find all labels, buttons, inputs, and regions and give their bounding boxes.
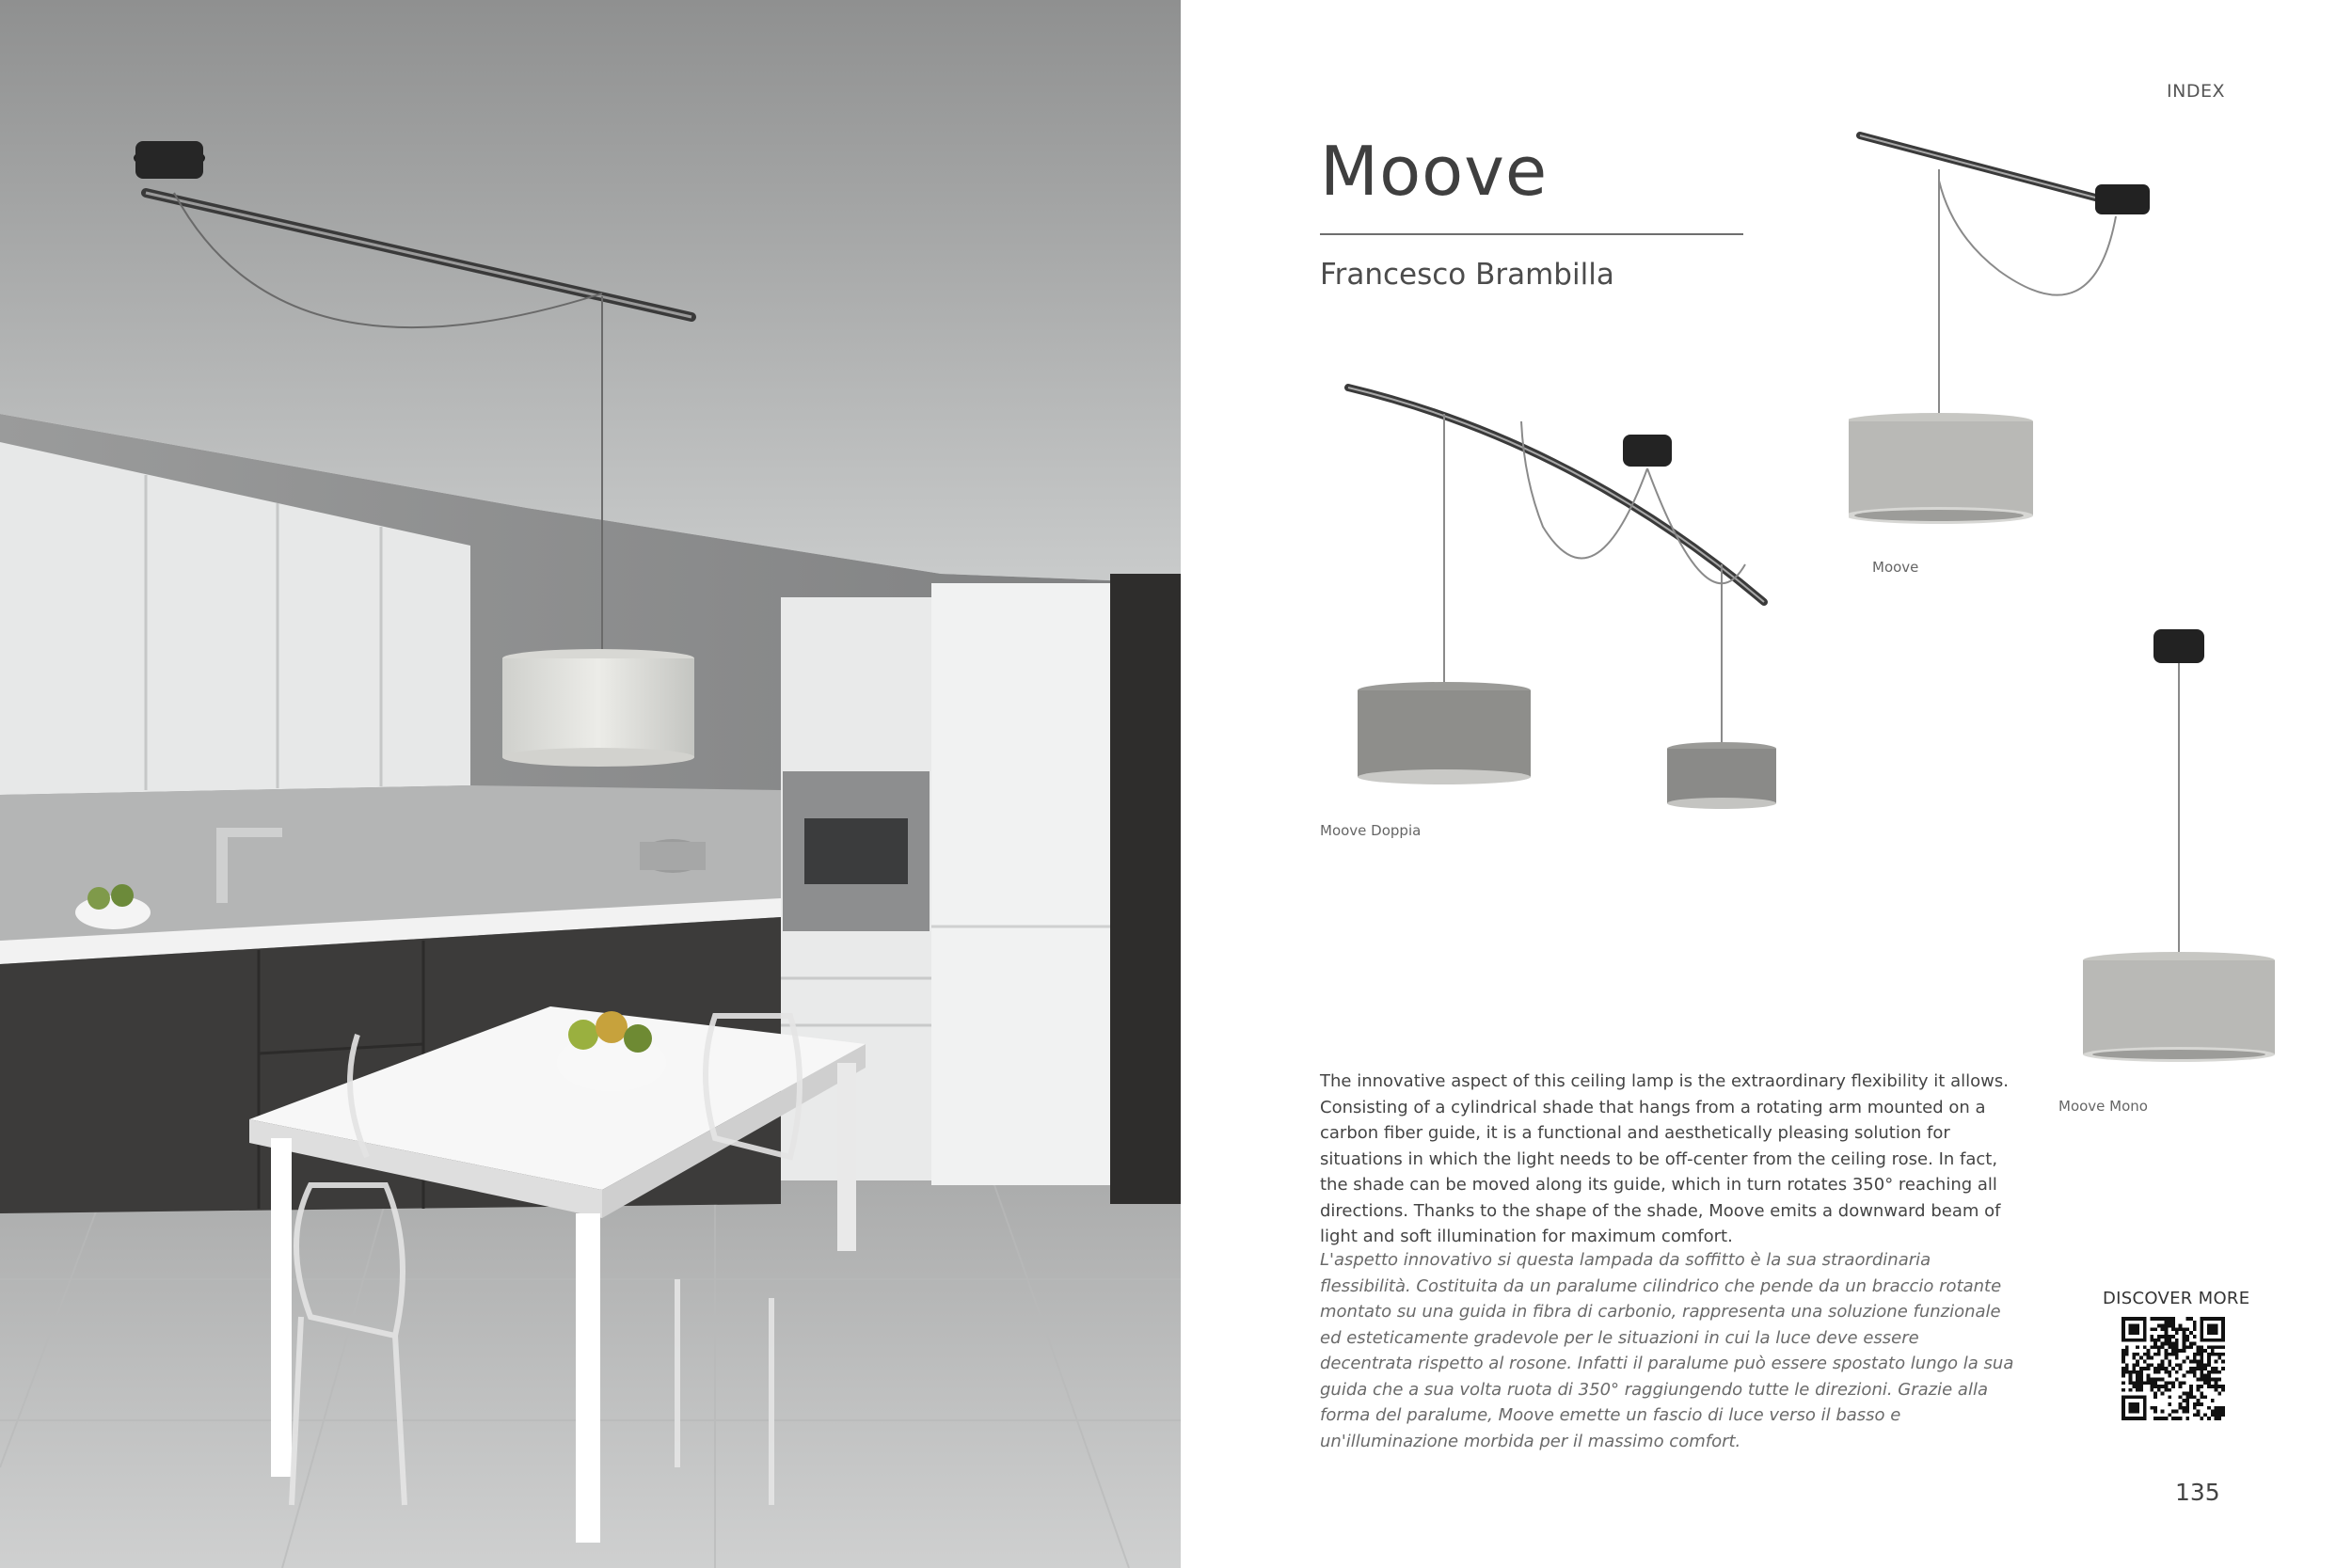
- description-italian: L'aspetto innovativo si questa lampada da soffitto è la sua straordinaria flessibilità. Costituita da un paralume cilindrico che pende da un braccio rotante montato su una guida in fibra di carbonio, rappresenta una soluzione funzionale ed esteticamente gradevole per le situazioni in cui la luce deve essere decentrata rispetto al rosone. Infatti il paralume può essere spostato lungo la sua guida che a sua volta ruota di 350° raggiungendo tutte le direzioni. Grazie alla forma del paralume, Moove emette un fascio di luce verso il basso e un'illuminazione morbida per il massimo comfort.: [1320, 1250, 2014, 1451]
- index-link[interactable]: INDEX: [2167, 81, 2225, 102]
- designer-name: Francesco Brambilla: [1320, 258, 1614, 292]
- moove-mono-lamp-image: [2027, 626, 2328, 1077]
- catalog-page: [1181, 0, 2352, 1568]
- product-title: Moove: [1320, 132, 1549, 211]
- description-english: The innovative aspect of this ceiling lamp is the extraordinary flexibility it allows. Consisting of a cylindrical shade that hangs from a rotating arm mounted on a carbon fiber guide, it is a functional and aesthetically pleasing solution for situations in which the light needs to be off-center from the ceiling rose. In fact, the shade can be moved along its guide, which in turn rotates 350° reaching all directions. Thanks to the shape of the shade, Moove emits a downward beam of light and soft illumination for maximum comfort.: [1320, 1071, 2009, 1246]
- moove-doppia-lamp-image: [1341, 376, 1783, 818]
- caption-moove-doppia: Moove Doppia: [1320, 822, 1422, 839]
- moove-lamp-image: [1849, 122, 2169, 546]
- title-divider: [1320, 233, 1743, 235]
- page-number: 135: [2175, 1479, 2220, 1506]
- caption-moove: Moove: [1872, 559, 1919, 576]
- qr-code-icon[interactable]: [2122, 1317, 2225, 1420]
- discover-more-label: DISCOVER MORE: [2103, 1289, 2250, 1308]
- caption-moove-mono: Moove Mono: [2058, 1098, 2148, 1115]
